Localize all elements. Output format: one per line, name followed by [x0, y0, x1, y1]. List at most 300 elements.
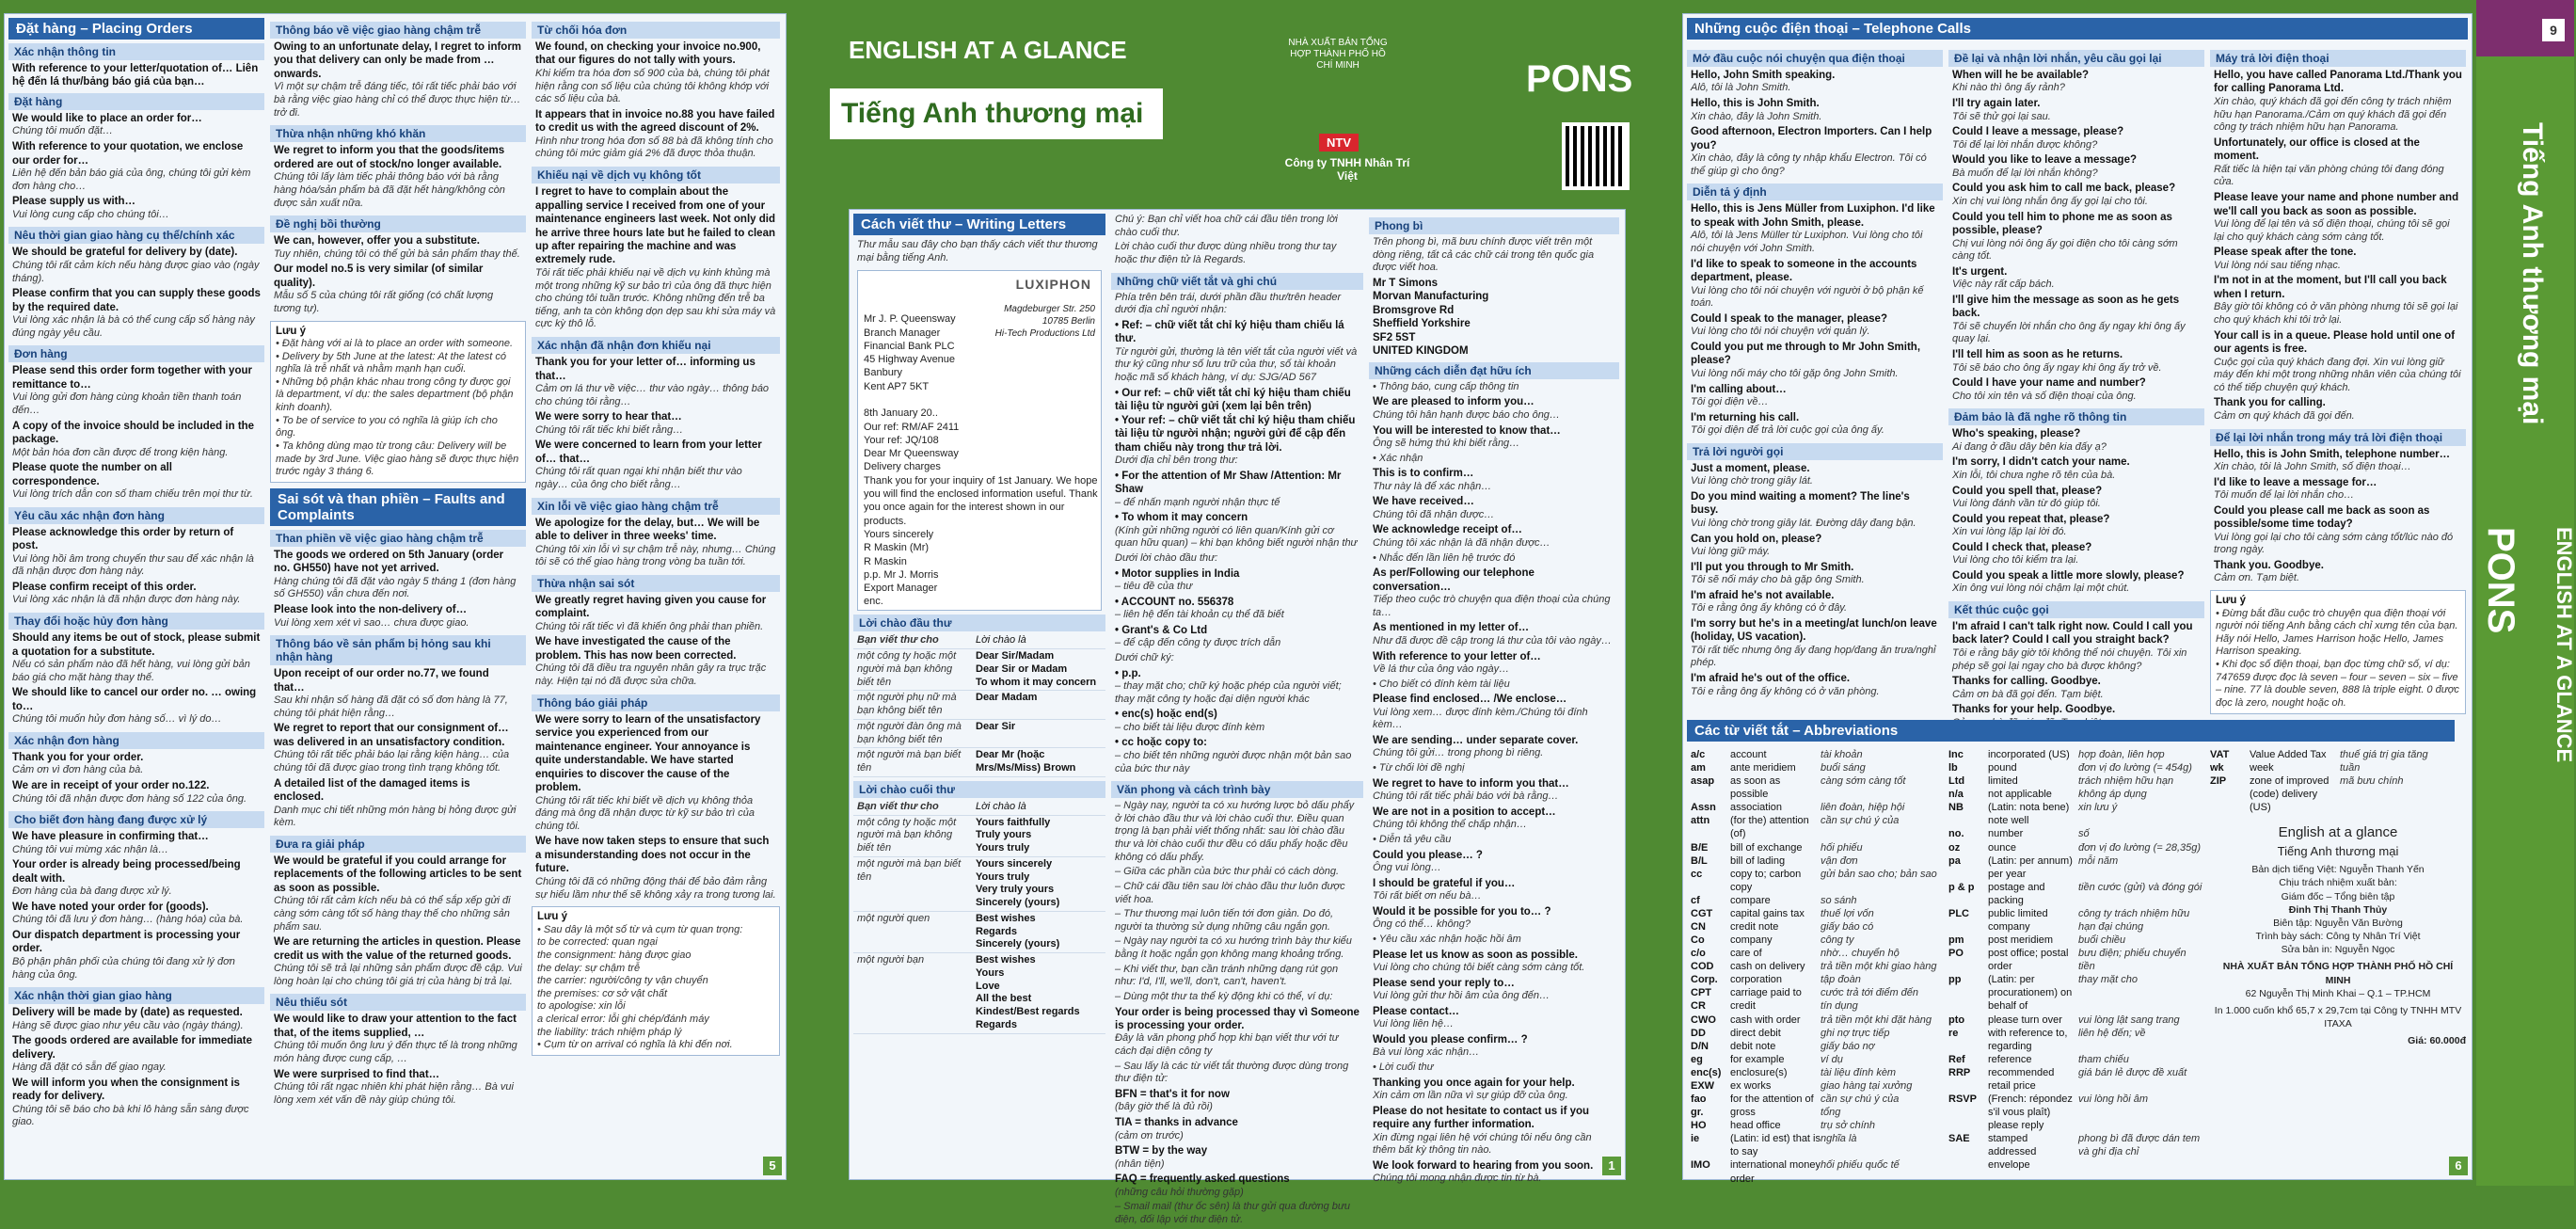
table-cell: Yours sincerely Yours truly Very truly yours Sincerely (yours): [976, 857, 1060, 908]
abbreviation: cf: [1691, 894, 1700, 906]
abbreviation-meaning: ante meridiem: [1730, 762, 1796, 774]
vietnamese-translation: Hàng chúng tôi đã đặt vào ngày 5 tháng 1 (đơn hàng số GH550) vẫn chưa đến nơi.: [274, 575, 517, 600]
vietnamese-translation: Chúng tôi rất cảm kích nếu bà có thể sắp xếp gửi đi càng sớm càng tốt số hàng thay thế cho những sản phẩm sau.: [274, 895, 511, 933]
vietnamese-translation: Vui lòng xem xét vì sao… chưa được giao.: [274, 616, 469, 629]
vietnamese-translation: Vui lòng cho tôi nói chuyện với quản lý.: [1691, 326, 1870, 338]
sample-letter: [857, 270, 1102, 611]
vietnamese-translation: Chúng tôi đã lưu ý đơn hàng… (hàng hóa) của bà.: [12, 914, 244, 926]
english-phrase: Good afternoon, Electron Importers. Can I help you?: [1691, 126, 1932, 152]
abbreviation: Corp.: [1691, 974, 1718, 986]
english-phrase: Thanks for your help. Goodbye.: [1952, 704, 2116, 716]
english-phrase: I'll try again later.: [1952, 98, 2041, 110]
subheading: Những chữ viết tắt và ghi chú: [1111, 273, 1363, 290]
abbreviation-row: [1948, 841, 2202, 854]
abbreviation-translation: mã bưu chính: [2340, 775, 2404, 788]
table-row: [853, 857, 1105, 912]
vietnamese-translation: • Diễn tả yêu cầu: [1373, 833, 1452, 845]
vietnamese-translation: Vui lòng liên hệ…: [1373, 1018, 1455, 1030]
vietnamese-translation: Cảm ơn quý khách đã gọi đến.: [2214, 409, 2355, 422]
cover: [792, 13, 1667, 201]
abbreviations-notes-column: [1111, 214, 1363, 1226]
vietnamese-translation: Chúng tôi rất tiếc khi biết về dịch vụ không thỏa đáng mà ông đã nhận được từ kỹ sư bảo trì của chúng tôi.: [535, 794, 755, 832]
table-cell: Bạn viết thư cho: [857, 634, 939, 646]
vietnamese-translation: Ông sẽ hứng thú khi biết rằng…: [1373, 438, 1520, 449]
vietnamese-translation: Bà vui lòng xác nhận…: [1373, 1046, 1480, 1059]
english-phrase: I'm afraid he's out of the office.: [1691, 673, 1851, 685]
note-line: • Khi đọc số điện thoại, bạn đọc từng chữ số, ví dụ: 747659 được đọc là seven – four – seven – six – five – nine. 77 là double seven, 888 là triple eight. 0 được đọc là zero, nought hoặc oh.: [2216, 659, 2459, 709]
english-phrase: Hello, this is John Smith.: [1691, 98, 1820, 110]
vietnamese-translation: Vui lòng gửi đơn hàng cùng khoản tiền thanh toán đến…: [12, 391, 242, 416]
abbreviation-row: [1691, 894, 1941, 907]
english-phrase: • Our ref: – chữ viết tắt chỉ ký hiệu tham chiếu tài liệu từ người gửi (xem lại bên trên): [1115, 387, 1351, 413]
abbreviation: p & p: [1948, 881, 1975, 893]
table-row: [853, 720, 1105, 749]
abbreviation: asap: [1691, 775, 1715, 788]
vietnamese-translation: Dưới địa chỉ bên trong thư:: [1115, 455, 1238, 467]
abbreviation: oz: [1948, 841, 1961, 854]
vietnamese-translation: – Dùng một thư ta thể kỳ động khi có thể, ví dụ:: [1115, 990, 1333, 1002]
abbreviations-list-1: [1691, 748, 1941, 1186]
vietnamese-translation: Cảm ơn lá thư về việc… thư vào ngày… thông báo cho chúng tôi rằng…: [535, 383, 770, 407]
abbreviation-row: [1691, 854, 1941, 868]
abbreviation-row: [1691, 774, 1941, 801]
abbreviation: pm: [1948, 934, 1964, 947]
abbreviation-meaning: for example: [1730, 1053, 1785, 1065]
vietnamese-translation: Vui lòng chờ trong giây lát. Đường dây đang bận.: [1691, 517, 1916, 529]
abbreviation-meaning: post meridiem: [1988, 934, 2054, 947]
table-row: [853, 953, 1105, 1034]
vietnamese-translation: Bộ phận phân phối của chúng tôi đang xử lý đơn hàng của ông.: [12, 955, 235, 981]
english-phrase: • p.p.: [1115, 667, 1141, 679]
vietnamese-translation: Dưới lời chào đầu thư:: [1115, 551, 1218, 564]
english-phrase: Just a moment, please.: [1691, 462, 1810, 474]
credits-line: Trình bày sách: Công ty Nhân Trí Việt: [2255, 931, 2421, 943]
vietnamese-translation: Tôi sẽ chuyển lời nhắn cho ông ấy ngay khi ông ấy quay lại.: [1952, 320, 2186, 345]
english-phrase: We look forward to hearing from you soon.: [1373, 1159, 1594, 1172]
abbreviation-translation: vui lòng hồi âm: [2078, 1093, 2148, 1106]
subheading: Yêu cầu xác nhận đơn hàng: [8, 507, 264, 524]
english-phrase: I'd like to leave a message for…: [2214, 476, 2377, 488]
abbreviation: IMO: [1691, 1159, 1710, 1172]
table-cell: Dear Sir: [976, 720, 1016, 732]
table-cell: Bạn viết thư cho: [857, 800, 939, 812]
abbreviation: RRP: [1948, 1066, 1971, 1078]
subheading: Những cách diễn đạt hữu ích: [1369, 362, 1619, 379]
english-phrase: Thank you for your order.: [12, 751, 144, 763]
abbreviation-row: [1948, 1132, 2202, 1172]
english-phrase: Could you speak a little more slowly, please?: [1952, 569, 2185, 582]
english-phrase: I'm sorry, I didn't catch your name.: [1952, 456, 2130, 469]
abbreviation-row: [1691, 1053, 1941, 1066]
greeting-heading: Lời chào đầu thư: [853, 614, 1105, 631]
letter-body: 8th January 20.. Our ref: RM/AF 2411 Your ref: JQ/108 Dear Mr Queensway Delivery charges Thank you for your inquiry of 1st January. We hope you will find the enclosed information useful. Thank you once again for the interest shown in our products. Yours sincerely R Maskin (Mr) R Maskin p.p. Mr J. Morris Export Manager enc.: [864, 407, 1098, 608]
abbreviation: COD: [1691, 961, 1714, 973]
english-phrase: Your order is already being processed/being dealt with.: [12, 859, 241, 885]
table-cell: một người phụ nữ mà bạn không biết tên: [857, 692, 957, 716]
vietnamese-translation: Tôi rất tiếc nhưng ông ấy đang họp/đang ăn trưa/nghỉ phép.: [1691, 644, 1936, 669]
vietnamese-translation: Xin chào, quý khách đã gọi đến công ty trách nhiệm hữu hạn Panorama./Cảm ơn quý khách đã gọi đến công ty trách nhiệm hữu hạn Panorama.: [2214, 95, 2452, 134]
placing-orders-heading: Đặt hàng – Placing Orders: [8, 18, 264, 40]
invoice-column: [532, 18, 780, 1173]
english-phrase: We were surprised to find that…: [274, 1068, 440, 1080]
vietnamese-translation: Vui lòng cho chúng tôi biết càng sớm càng tốt.: [1373, 962, 1585, 974]
abbreviation-translation: số: [2078, 828, 2090, 840]
table-cell: một công ty hoặc một người mà bạn không biết tên: [857, 816, 957, 854]
abbreviation-row: [1948, 1093, 2202, 1132]
vietnamese-translation: Chúng tôi muốn đặt…: [12, 125, 114, 137]
subheading: Thay đổi hoặc hủy đơn hàng: [8, 613, 264, 630]
cover-title: ENGLISH AT A GLANCE: [849, 36, 1127, 64]
abbreviation-row: [1948, 1027, 2202, 1053]
abbreviation-row: [1691, 1027, 1941, 1040]
vietnamese-translation: Vui lòng xác nhận là bà có thể cung cấp số hàng này đúng ngày yêu cầu.: [12, 314, 255, 339]
vietnamese-translation: Chị vui lòng nói ông ấy gọi điện cho tôi càng sớm càng tốt.: [1952, 237, 2178, 263]
table-cell: Dear Sir/Madam Dear Sir or Madam To whom it may concern: [976, 650, 1097, 688]
english-phrase: • For the attention of Mr Shaw /Attention: Mr Shaw: [1115, 470, 1342, 496]
vietnamese-translation: – để cập đến công ty được trích dẫn: [1115, 637, 1281, 649]
english-phrase: We regret to report that our consignment of… was delivered in an unsatisfactory condition.: [274, 723, 509, 748]
vietnamese-translation: Chúng tôi đã nhận được…: [1373, 508, 1495, 520]
english-phrase: It's urgent.: [1952, 265, 2008, 278]
abbreviation-row: [1691, 947, 1941, 960]
writing-letters-heading: Cách viết thư – Writing Letters: [853, 214, 1105, 235]
abbreviation-row: [1691, 814, 1941, 840]
telephone-list-1: [1687, 50, 1943, 700]
subheading: Xác nhận đã nhận đơn khiếu nại: [532, 337, 780, 354]
abbreviation-translation: cần sự chú ý của: [1821, 815, 1900, 827]
abbreviation-translation: vui lòng lật sang trang: [2078, 1014, 2180, 1026]
english-phrase: Could you put me through to Mr John Smith, please?: [1691, 341, 1921, 367]
english-phrase: Could I have your name and number?: [1952, 377, 2146, 390]
vietnamese-translation: Nếu có sản phẩm nào đã hết hàng, vui lòng gửi bản báo giá cho mặt hàng thay thế.: [12, 659, 250, 683]
english-phrase: We would like to draw your attention to the fact that, of the items supplied, …: [274, 1014, 517, 1039]
notes-box: [532, 906, 780, 1056]
table-row: [853, 912, 1105, 953]
abbreviation-meaning: compare: [1730, 894, 1771, 906]
english-phrase: Please do not hesitate to contact us if you require any further information.: [1373, 1105, 1590, 1131]
abbreviation-row: [2210, 761, 2466, 774]
vietnamese-translation: Vui lòng để lại tên và số điện thoại, chúng tôi sẽ gọi lại cho quý khách càng sớm càng tốt.: [2214, 218, 2450, 243]
english-phrase: I'm calling about…: [1691, 383, 1787, 395]
credits-title: English at a glance: [2278, 824, 2398, 841]
abbreviations-column-2: [1948, 748, 2202, 1172]
abbreviation: PLC: [1948, 907, 1969, 919]
abbreviation-meaning: public limited company: [1988, 907, 2048, 934]
abbreviation-meaning: care of: [1730, 948, 1762, 960]
abbreviation-meaning: (Latin: id est) that is to say: [1730, 1133, 1821, 1158]
abbreviation-translation: buổi chiều: [2078, 934, 2126, 947]
english-phrase: Please confirm that you can supply these goods by the required date.: [12, 288, 261, 313]
vietnamese-translation: Hàng đã đặt có sẵn để giao ngay.: [12, 1061, 167, 1074]
table-cell: Dear Mr (hoặc Mrs/Ms/Miss) Brown: [976, 749, 1076, 774]
abbreviation-meaning: copy to; carbon copy: [1730, 868, 1802, 893]
abbreviation-meaning: bill of lading: [1730, 854, 1786, 867]
english-phrase: We acknowledge receipt of…: [1373, 524, 1522, 536]
english-phrase: We should be grateful for delivery by (date).: [12, 247, 238, 259]
subheading: Nêu thiếu sót: [270, 994, 526, 1011]
publisher-logo: [1281, 38, 1394, 72]
note-line: • Sau dây là một số từ và cụm từ quan trọng:: [537, 923, 743, 935]
vietnamese-translation: Vui lòng xem… được đính kèm./Chúng tôi đính kèm…: [1373, 706, 1588, 731]
abbreviation: DD: [1691, 1027, 1706, 1039]
abbreviation: NB: [1948, 802, 1964, 814]
vietnamese-translation: Tôi sẽ nối máy cho bà gặp ông Smith.: [1691, 574, 1865, 586]
abbreviation-meaning: international money order: [1730, 1159, 1821, 1185]
vietnamese-translation: Chúng tôi rất tiếc khi biết rằng…: [535, 423, 684, 436]
vietnamese-translation: Chúng tôi rất ngạc nhiên khi phát hiện rằng… Bà vui lòng xem xét vấn đề này giúp chúng tôi.: [274, 1081, 514, 1106]
english-phrase: We regret to have to inform you that…: [1373, 777, 1569, 790]
note-line: • To be of service to you có nghĩa là giúp ích cho ông.: [276, 414, 498, 439]
subheading: Đưa ra giải pháp: [270, 836, 526, 853]
abbreviation-row: [1691, 748, 1941, 761]
note-line: to apologise: xin lỗi: [537, 1000, 626, 1013]
vietnamese-translation: Hình như trong hóa đơn số 88 bà đã không tính cho chúng tôi mức giảm giá 2% đã được thỏa thuận.: [535, 135, 773, 160]
subheading: Từ chối hóa đơn: [532, 22, 780, 39]
note-line: • Đặt hàng với ai là to place an order with someone.: [276, 337, 514, 349]
vietnamese-translation: Chúng tôi muốn hủy đơn hàng số… vì lý do…: [12, 713, 222, 726]
vietnamese-translation: – Ngày nay người ta có xu hướng trình bày thư kiểu bằng ít hoặc ngắn gọn không mang khoảng trống.: [1115, 935, 1352, 960]
abbreviation: HO: [1691, 1120, 1707, 1132]
table-row: [853, 748, 1105, 777]
delivery-list: [270, 22, 526, 318]
english-phrase: Thank you for your letter of… informing us that…: [535, 357, 755, 382]
english-phrase: Thank you for calling.: [2214, 397, 2326, 409]
vietnamese-translation: Chúng tôi rất tiếc phải báo với bà rằng…: [1373, 790, 1559, 803]
vietnamese-translation: Mẫu số 5 của chúng tôi rất giống (có chất lượng tương tự).: [274, 290, 494, 314]
vietnamese-translation: – Smail mail (thư ốc sên) là thư gửi qua đường bưu điện, đối lập với thư điện tử.: [1115, 1201, 1351, 1226]
table-cell: Yours faithfully Truly yours Yours truly: [976, 816, 1051, 854]
delivery-column: [270, 18, 526, 1173]
vietnamese-translation: Vui lòng nối máy cho tôi gặp ông John Smith.: [1691, 367, 1899, 379]
vietnamese-translation: Đơn hàng của bà đang được xử lý.: [12, 886, 172, 898]
abbreviation-translation: nghĩa là: [1821, 1133, 1857, 1145]
vietnamese-translation: Cuộc gọi của quý khách đang đợi. Xin vui lòng giữ máy đến khi một trong những nhân viên của chúng tôi có thể tiếp chuyện quý khách.: [2214, 356, 2461, 393]
vietnamese-translation: • Từ chối lời đề nghị: [1373, 762, 1465, 774]
left-panel: [4, 13, 787, 1180]
table-cell: một người bạn: [857, 954, 925, 966]
table-cell: Lời chào là: [976, 634, 1026, 646]
english-phrase: Could you tell him to phone me as soon as possible, please?: [1952, 211, 2172, 237]
english-phrase: I'm returning his call.: [1691, 411, 1800, 423]
vietnamese-translation: Chúng tôi đã có những động thái để bảo đảm rằng sự hiểu lầm như thế sẽ không xảy ra trong tương lai.: [535, 875, 776, 901]
abbreviation-meaning: reference: [1988, 1053, 2032, 1065]
english-phrase: With reference to your quotation, we enclose our order for…: [12, 141, 244, 167]
abbreviation-meaning: recommended retail price: [1988, 1066, 2055, 1092]
abbreviation: eg: [1691, 1053, 1703, 1065]
abbreviation: enc(s): [1691, 1066, 1722, 1078]
note-line: the delay: sự chậm trễ: [537, 962, 641, 974]
table-cell: Lời chào là: [976, 800, 1026, 812]
vietnamese-translation: • Nhắc đến lần liên hệ trước đó: [1373, 551, 1516, 564]
abbreviation-translation: hợp đoàn, liên hợp: [2078, 749, 2165, 760]
abbreviation: pp: [1948, 974, 1962, 986]
english-phrase: Hello, you have called Panorama Ltd./Thank you for calling Panorama Ltd.: [2214, 70, 2462, 95]
english-phrase: With reference to your letter/quotation of… Liên hệ đến lá thư/bảng báo giá của bạn…: [12, 63, 259, 88]
abbreviation-translation: cước trả tới điểm đến: [1821, 987, 1919, 999]
abbreviation-translation: gửi bản sao cho; bản sao: [1821, 868, 1937, 880]
abbreviation-meaning: (Latin: nota bene) note well: [1988, 802, 2070, 827]
abbreviation: CPT: [1691, 987, 1711, 999]
abbreviation: Inc: [1948, 749, 1964, 760]
english-phrase: Should any items be out of stock, please submit a quotation for a substitute.: [12, 632, 261, 658]
intro-text: Thư mẫu sau đây cho bạn thấy cách viết thư thương mại bằng tiếng Anh.: [857, 239, 1098, 263]
english-phrase: Unfortunately, our office is closed at the moment.: [2214, 136, 2420, 163]
english-phrase: Would you please confirm… ?: [1373, 1033, 1528, 1045]
abbreviation: pto: [1948, 1014, 1965, 1026]
english-phrase: I'm not in at the moment, but I'll call you back when I return.: [2214, 275, 2447, 300]
english-phrase: I'm afraid I can't talk right now. Could I call you back later? Could I call you straight back?: [1952, 620, 2193, 646]
vietnamese-translation: Về lá thư của ông vào ngày…: [1373, 663, 1510, 676]
english-phrase: Please send this order form together with your remittance to…: [12, 365, 252, 391]
abbreviation-row: [1948, 973, 2202, 1013]
vietnamese-translation: Khi nào thì ông ấy rảnh?: [1952, 82, 2065, 94]
abbreviation-translation: vận đơn: [1821, 854, 1858, 867]
english-phrase: The goods we ordered on 5th January (order no. GH550) have not yet arrived.: [274, 549, 504, 575]
abbreviation: am: [1691, 762, 1706, 774]
abbreviation-meaning: debit note: [1730, 1040, 1776, 1052]
vietnamese-translation: Thư này là để xác nhận…: [1373, 480, 1492, 492]
english-phrase: Could you ask him to call me back, please?: [1952, 183, 2176, 195]
english-phrase: Could you please… ?: [1373, 849, 1483, 861]
abbreviation-row: [1948, 907, 2202, 934]
english-phrase: This is to confirm…: [1373, 468, 1474, 480]
abbreviation-translation: tài liệu đính kèm: [1821, 1066, 1897, 1078]
vietnamese-translation: – cho biết tên những người được nhận một bản sao của bức thư này: [1115, 749, 1352, 774]
abbreviation-row: [1948, 827, 2202, 840]
vietnamese-translation: Chúng tôi rất cảm kích nếu hàng được giao vào (ngày tháng).: [12, 259, 260, 284]
english-phrase: As mentioned in my letter of…: [1373, 622, 1530, 634]
abbreviations-column-1: [1691, 748, 1941, 1185]
vietnamese-translation: Chúng tôi xin lỗi vì sự chậm trễ này, nhưng… Chúng tôi sẽ có thể giao hàng trong vòng ba tuần tới.: [535, 543, 776, 568]
abbreviation-translation: xin lưu ý: [2078, 802, 2118, 814]
english-phrase: When will he be available?: [1952, 70, 2090, 81]
abbreviation-translation: tài khoản: [1821, 749, 1863, 760]
vietnamese-translation: Rất tiếc là hiện tại văn phòng chúng tôi đang đóng cửa.: [2214, 163, 2444, 188]
vietnamese-translation: Xin chị vui lòng nhắn ông ấy gọi lại cho tôi.: [1952, 195, 2148, 207]
company-name: Công ty TNHH Nhân Trí Việt: [1284, 156, 1410, 183]
subheading: Thừa nhận những khó khăn: [270, 125, 526, 142]
table-cell: một người mà bạn biết tên: [857, 857, 962, 883]
english-phrase: Could I leave a message, please?: [1952, 126, 2124, 138]
abbreviation-row: [1691, 1132, 1941, 1158]
vietnamese-translation: Bà muốn để lại lời nhắn không?: [1952, 167, 2098, 179]
abbreviation: ZIP: [2210, 775, 2227, 788]
letter-logo: LUXIPHON: [1015, 277, 1091, 293]
abbreviation-translation: hối phiếu quốc tế: [1821, 1159, 1900, 1172]
abbreviation-row: [1948, 854, 2202, 881]
subheading: Thừa nhận sai sót: [532, 575, 780, 592]
subheading: Diễn tả ý định: [1687, 184, 1943, 200]
subheading: Đảm bảo là đã nghe rõ thông tin: [1948, 408, 2204, 425]
spine-title: Tiếng Anh thương mại: [2517, 122, 2548, 425]
subheading: Thông báo giải pháp: [532, 694, 780, 711]
vietnamese-translation: Chú ý: Bạn chỉ viết hoa chữ cái đầu tiên trong lời chào cuối thư.: [1115, 214, 1338, 238]
abbreviation-meaning: ex works: [1730, 1079, 1772, 1092]
abbreviation: lb: [1948, 762, 1958, 774]
credits-line: Biên tập: Nguyễn Văn Bường: [2273, 917, 2403, 929]
vietnamese-translation: Vì một sự chậm trễ đáng tiếc, tôi rất tiếc phải báo với bà rằng việc giao hàng chỉ có thể được thực hiện từ… trở đi.: [274, 81, 521, 119]
abbreviation-translation: buổi sáng: [1821, 762, 1866, 774]
telephone-list-3: [2210, 50, 2466, 587]
english-phrase: You will be interested to know that…: [1373, 424, 1561, 437]
note-title: Lưu ý: [537, 911, 567, 923]
abbreviation-row: [1948, 1066, 2202, 1093]
english-phrase: We are sending… under separate cover.: [1373, 735, 1579, 746]
vietnamese-translation: Chúng tôi xác nhận là đã nhận được…: [1373, 536, 1550, 549]
abbreviation-row: [1691, 841, 1941, 854]
table-row: [853, 691, 1105, 720]
abbreviation: CN: [1691, 921, 1706, 934]
abbreviation-meaning: zone of improved (code) delivery (US): [2250, 775, 2330, 814]
subheading: Đặt hàng: [8, 93, 264, 110]
vietnamese-translation: Vui lòng xác nhận là đã nhận được đơn hàng này.: [12, 594, 241, 606]
vietnamese-translation: Vui lòng cung cấp cho chúng tôi…: [12, 208, 169, 220]
english-phrase: A detailed list of the damaged items is enclosed.: [274, 777, 470, 804]
greeting-table: [853, 633, 1105, 777]
subheading: Trả lời người gọi: [1687, 443, 1943, 460]
table-row: [853, 816, 1105, 857]
abbreviation-row: [1691, 1014, 1941, 1027]
vietnamese-translation: Tôi sẽ thử gọi lại sau.: [1952, 110, 2051, 122]
english-phrase: Hello, this is John Smith, telephone number…: [2214, 448, 2451, 460]
abbreviation: SAE: [1948, 1133, 1970, 1145]
vietnamese-translation: Xin lỗi, tôi chưa nghe rõ tên của bà.: [1952, 469, 2116, 481]
abbreviation-translation: mỗi năm: [2078, 854, 2119, 867]
vietnamese-translation: Tôi e rằng ông ấy không có ở văn phòng.: [1691, 685, 1880, 697]
subheading: Thông báo về việc giao hàng chậm trễ: [270, 22, 526, 39]
english-phrase: It appears that in invoice no.88 you have failed to credit us with the agreed discount of 2%.: [535, 108, 775, 135]
credits-subtitle: Tiếng Anh thương mại: [2277, 843, 2399, 858]
vietnamese-translation: – để nhấn mạnh người nhận thực tế: [1115, 496, 1280, 508]
english-phrase: We are in receipt of your order no.122.: [12, 780, 210, 792]
abbreviation-row: [1691, 1093, 1941, 1106]
english-phrase: Please quote the number on all correspondence.: [12, 462, 172, 487]
english-phrase: Could I check that, please?: [1952, 541, 2092, 553]
vietnamese-translation: Chúng tôi rất tiếc phải báo lại rằng kiện hàng… của chúng tôi đã được giao trong tình trạng không tốt.: [274, 749, 510, 774]
abbreviation-row: [1691, 973, 1941, 986]
english-phrase: Please confirm receipt of this order.: [12, 581, 197, 593]
price-label: Giá: 60.000đ: [2408, 1035, 2466, 1047]
vietnamese-translation: Cảm ơn bà đã gọi đến. Tạm biệt.: [1952, 688, 2104, 700]
subheading: Đơn hàng: [8, 345, 264, 362]
vietnamese-translation: Lời chào cuối thư được dùng nhiều trong thư tay hoặc thư điện tử là Regards.: [1115, 241, 1337, 265]
subheading: Xác nhận thông tin: [8, 43, 264, 60]
english-phrase: We regret to inform you that the goods/items ordered are out of stock/no longer available.: [274, 145, 505, 170]
telephone-column-3: [2210, 46, 2466, 714]
credits-line: Bản dịch tiếng Việt: Nguyễn Thanh Yến: [2251, 864, 2425, 876]
vietnamese-translation: (nhân tiện): [1115, 1157, 1165, 1170]
subheading: Mở đầu cuộc nói chuyện qua điện thoại: [1687, 50, 1943, 67]
abbreviation-row: [1948, 947, 2202, 973]
vietnamese-translation: – liên hệ đến tài khoản cụ thể đã biết: [1115, 609, 1284, 621]
english-phrase: We have investigated the cause of the problem. This has now been corrected.: [535, 636, 737, 662]
subheading: Xác nhận thời gian giao hàng: [8, 987, 264, 1004]
note-title: Lưu ý: [276, 325, 306, 337]
abbreviation-translation: không áp dụng: [2078, 789, 2147, 801]
vietnamese-translation: (cảm ơn trước): [1115, 1129, 1184, 1141]
right-panel: [1682, 13, 2473, 1185]
vietnamese-translation: Bây giờ tôi không có ở văn phòng nhưng tôi sẽ gọi lại cho quý khách khi tôi trở lại.: [2214, 301, 2458, 326]
vietnamese-translation: Vui lòng chờ trong giây lát.: [1691, 475, 1813, 487]
english-phrase: BTW = by the way: [1115, 1145, 1208, 1157]
english-phrase: Please let us know as soon as possible.: [1373, 949, 1578, 961]
abbreviation: CGT: [1691, 907, 1713, 919]
abbreviation: ie: [1691, 1133, 1700, 1145]
abbreviation-translation: càng sớm càng tốt: [1821, 775, 1906, 788]
abbreviation-meaning: direct debit: [1730, 1027, 1781, 1039]
english-phrase: Please supply us with…: [12, 196, 136, 208]
english-phrase: Could you repeat that, please?: [1952, 513, 2110, 525]
